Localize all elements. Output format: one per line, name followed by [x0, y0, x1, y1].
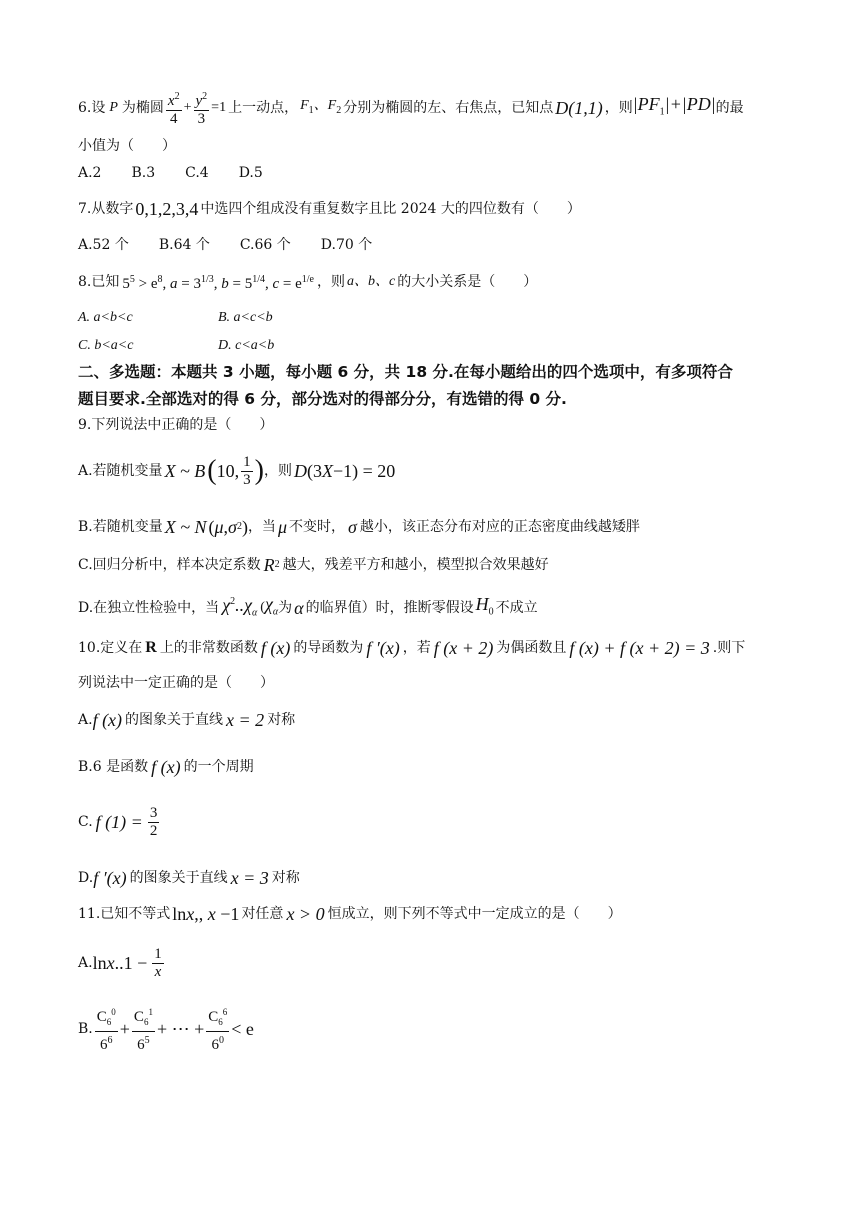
q8-option-b[interactable]: B. a<c<b — [218, 310, 273, 325]
q6-options — [78, 163, 800, 183]
q10-option-c[interactable]: C. f (1) = $\frac{3}{2}$ — [78, 804, 158, 839]
q7-option-a[interactable]: A.52 个 — [78, 237, 129, 253]
section2-line1: 二、多选题：本题共 3 小题，每小题 6 分，共 18 分.在每小题给出的四个选项中，有多项符合 — [78, 363, 733, 381]
q6-expr: $|PF_1|+|PD|$ — [632, 93, 716, 118]
q6-option-c[interactable]: C.4 — [185, 165, 209, 181]
q6-line1: 6.设 P 为椭圆 $\frac{x^2}{4}$ + $\frac{y^2}{3}$ =1 上一动点， $F_1$、$F_2$ 分别为椭圆的左、右焦点，已知点 D(1,1) ，则 $|PF_1|+|PD|$ 的最 — [78, 88, 800, 128]
q9-stem: 9.下列说法中正确的是（ ） — [78, 417, 274, 433]
q7-option-c[interactable]: C.66 个 — [239, 237, 291, 253]
q10-stem-line2: 列说法中一定正确的是（ ） — [78, 675, 274, 691]
q8-expr: $5^5 > e^8$, $a = 3^{1/3}$, $b = 5^{1/4}$, $c = e^{1/e}$ — [122, 274, 314, 292]
q8-option-a[interactable]: A. a<b<c — [78, 310, 133, 325]
q11-option-a[interactable]: A. lnx..1 − $\frac{1}{x}$ — [78, 945, 162, 980]
q8-option-d[interactable]: D. c<a<b — [218, 338, 275, 353]
frac-x2-4: $\frac{x^2}{4}$ — [166, 88, 182, 128]
q10-option-d[interactable]: D. f ′(x) 的图象关于直线 x = 3 对称 — [78, 868, 300, 888]
q11-stem: 11.已知不等式 lnx,, x −1 对任意 x > 0 恒成立，则下列不等式中一定成立的是（ ） — [78, 904, 622, 924]
q7-option-b[interactable]: B.64 个 — [158, 237, 210, 253]
q11-option-b[interactable]: B. $\frac{C_6^0}{6^6}$ + $\frac{C_6^1}{6^5}$ + ⋯ + $\frac{C_6^6}{6^0}$ < e — [78, 1006, 800, 1052]
q8-options-row1 — [78, 308, 800, 328]
q10-option-b[interactable]: B.6 是函数 f (x) 的一个周期 — [78, 757, 254, 777]
q6-option-b[interactable]: B.3 — [131, 165, 156, 181]
q10-stem-line1: 10.定义在 R 上的非常数函数 f (x) 的导函数为 f ′(x) ，若 f (x + 2) 为偶函数且 f (x) + f (x + 2) = 3 .则下 — [78, 638, 746, 658]
q6-line2: 小值为（ ） — [78, 138, 176, 154]
q8-stem: 8.已知 $5^5 > e^8$, $a = 3^{1/3}$, $b = 5^{1/4}$, $c = e^{1/e}$ ，则 a、b、c 的大小关系是（ ） — [78, 264, 800, 300]
q9-option-d[interactable]: D.在独立性检验中，当 $\chi^2..\chi_\alpha$ ( $\chi_\alpha$ 为 α 的临界值）时，推断零假设 $H_0$ 不成立 — [78, 593, 538, 619]
q7-option-d[interactable]: D.70 个 — [320, 237, 373, 253]
q6-option-a[interactable]: A.2 — [78, 165, 102, 181]
q8-options-row2 — [78, 336, 800, 356]
q10-option-a[interactable]: A. f (x) 的图象关于直线 x = 2 对称 — [78, 710, 296, 730]
q6-option-d[interactable]: D.5 — [238, 165, 263, 181]
q8-option-c[interactable]: C. b<a<c — [78, 338, 134, 353]
frac-y2-3: $\frac{y^2}{3}$ — [194, 88, 210, 128]
q9-option-a[interactable]: A.若随机变量 X ~ B ( 10, $\frac{1}{3}$ ) ，则 D (3 X −1) = 20 — [78, 453, 396, 488]
q9-option-b[interactable]: B.若随机变量 X ~ N ( μ , σ 2 ) ，当 μ 不变时， σ 越小，该正态分布对应的正态密度曲线越矮胖 — [78, 517, 640, 537]
section2-line2: 题目要求.全部选对的得 6 分，部分选对的得部分分，有选错的得 0 分. — [78, 390, 567, 408]
q9-option-c[interactable]: C.回归分析中，样本决定系数 R 2 越大，残差平方和越小，模型拟合效果越好 — [78, 555, 549, 575]
q7-options — [78, 235, 800, 255]
q7-stem: 7.从数字 0,1,2,3,4 中选四个组成没有重复数字且比 2024 大的四位数有（ ） — [78, 199, 581, 219]
